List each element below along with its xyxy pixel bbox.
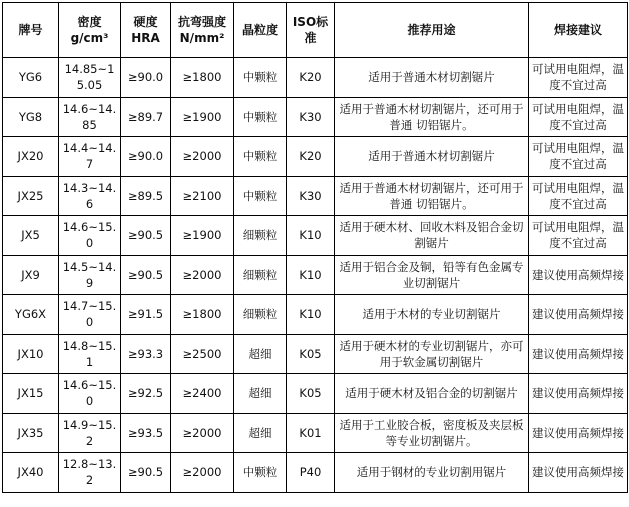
grade-cell: JX9	[3, 255, 59, 295]
grade-cell: JX10	[3, 334, 59, 374]
welding-cell: 可试用电阻焊，温度不宜过高	[529, 176, 628, 216]
grain-cell: 超细	[234, 334, 287, 374]
strength-cell: ≥2000	[171, 137, 234, 177]
grade-cell: JX25	[3, 176, 59, 216]
table-row	[3, 413, 628, 453]
density-cell: 14.4~14.7	[59, 137, 121, 177]
strength-cell: ≥2000	[171, 255, 234, 295]
iso-cell: K10	[287, 295, 335, 335]
grade-cell: JX40	[3, 453, 59, 493]
usage-cell: 适用于钢材的专业切割用锯片	[335, 453, 529, 493]
hardness-cell: ≥90.5	[121, 216, 171, 256]
header-grain-line1: 晶粒度	[241, 23, 278, 37]
density-cell: 14.6~14.85	[59, 97, 121, 137]
grain-cell: 细颗粒	[234, 216, 287, 256]
header-usage	[335, 3, 529, 58]
usage-cell: 适用于铝合金及铜，铅等有色金属专业切割锯片	[335, 255, 529, 295]
welding-cell: 可试用电阻焊，温度不宜过高	[529, 137, 628, 177]
iso-cell: K10	[287, 216, 335, 256]
welding-cell: 可试用电阻焊，温度不宜过高	[529, 216, 628, 256]
header-welding	[529, 3, 628, 58]
welding-cell: 建议使用高频焊接	[529, 453, 628, 493]
header-strength-line1: 抗弯强度	[177, 15, 226, 29]
carbide-grade-table	[2, 2, 628, 493]
iso-cell: K05	[287, 334, 335, 374]
header-grade-line1: 牌号	[18, 23, 43, 37]
grain-cell: 中颗粒	[234, 176, 287, 216]
hardness-cell: ≥93.5	[121, 413, 171, 453]
iso-cell: K05	[287, 374, 335, 414]
iso-cell: K20	[287, 137, 335, 177]
table-row	[3, 137, 628, 177]
iso-cell: K30	[287, 97, 335, 137]
hardness-cell: ≥92.5	[121, 374, 171, 414]
strength-cell: ≥1900	[171, 97, 234, 137]
grain-cell: 超细	[234, 413, 287, 453]
strength-cell: ≥2500	[171, 334, 234, 374]
table-row	[3, 255, 628, 295]
table-row	[3, 216, 628, 256]
welding-cell: 可试用电阻焊，温度不宜过高	[529, 97, 628, 137]
usage-cell: 适用于普通木材切割锯片	[335, 137, 529, 177]
hardness-cell: ≥91.5	[121, 295, 171, 335]
grain-cell: 细颗粒	[234, 255, 287, 295]
grain-cell: 中颗粒	[234, 97, 287, 137]
usage-cell: 适用于普通木材切割锯片，还可用于普通 切铝锯片。	[335, 176, 529, 216]
usage-cell: 适用于普通木材切割锯片，还可用于普通 切铝锯片。	[335, 97, 529, 137]
grade-cell: YG6X	[3, 295, 59, 335]
header-hardness	[121, 3, 171, 58]
table-row	[3, 374, 628, 414]
table-row	[3, 97, 628, 137]
table-row	[3, 334, 628, 374]
grade-cell: JX35	[3, 413, 59, 453]
table-row	[3, 295, 628, 335]
table-row	[3, 176, 628, 216]
welding-cell: 建议使用高频焊接	[529, 413, 628, 453]
hardness-cell: ≥90.5	[121, 255, 171, 295]
header-iso-line1: ISO标	[292, 15, 329, 29]
usage-cell: 适用于工业胶合板，密度板及夹层板等专业切割锯片。	[335, 413, 529, 453]
density-cell: 14.6~15.0	[59, 374, 121, 414]
grade-cell: JX5	[3, 216, 59, 256]
welding-cell: 建议使用高频焊接	[529, 295, 628, 335]
header-iso	[287, 3, 335, 58]
density-cell: 14.9~15.2	[59, 413, 121, 453]
usage-cell: 适用于硬木材、回收木料及铝合金切割锯片	[335, 216, 529, 256]
density-cell: 14.85~15.05	[59, 58, 121, 98]
grain-cell: 超细	[234, 374, 287, 414]
density-cell: 14.7~15.0	[59, 295, 121, 335]
header-strength	[171, 3, 234, 58]
iso-cell: K30	[287, 176, 335, 216]
grade-cell: JX20	[3, 137, 59, 177]
welding-cell: 可试用电阻焊，温度不宜过高	[529, 58, 628, 98]
grain-cell: 中颗粒	[234, 58, 287, 98]
table-row	[3, 453, 628, 493]
density-cell: 14.5~14.9	[59, 255, 121, 295]
header-grade	[3, 3, 59, 58]
grade-cell: JX15	[3, 374, 59, 414]
header-density-line2: g/cm³	[70, 31, 109, 45]
hardness-cell: ≥89.5	[121, 176, 171, 216]
density-cell: 12.8~13.2	[59, 453, 121, 493]
strength-cell: ≥1800	[171, 295, 234, 335]
header-usage-line1: 推荐用途	[407, 23, 456, 37]
iso-cell: P40	[287, 453, 335, 493]
usage-cell: 适用于硬木材的专业切割锯片，亦可用于软金属切割锯片	[335, 334, 529, 374]
iso-cell: K20	[287, 58, 335, 98]
strength-cell: ≥2000	[171, 453, 234, 493]
strength-cell: ≥1900	[171, 216, 234, 256]
hardness-cell: ≥90.0	[121, 58, 171, 98]
welding-cell: 建议使用高频焊接	[529, 334, 628, 374]
hardness-cell: ≥89.7	[121, 97, 171, 137]
table-header	[3, 3, 628, 58]
usage-cell: 适用于木材的专业切割锯片	[335, 295, 529, 335]
welding-cell: 建议使用高频焊接	[529, 374, 628, 414]
strength-cell: ≥1800	[171, 58, 234, 98]
hardness-cell: ≥90.0	[121, 137, 171, 177]
iso-cell: K01	[287, 413, 335, 453]
strength-cell: ≥2100	[171, 176, 234, 216]
grain-cell: 中颗粒	[234, 137, 287, 177]
table-row	[3, 58, 628, 98]
header-density-line1: 密度	[77, 15, 102, 29]
header-strength-line2: N/mm²	[179, 31, 225, 45]
header-row	[3, 3, 628, 58]
density-cell: 14.3~14.6	[59, 176, 121, 216]
grain-cell: 中颗粒	[234, 453, 287, 493]
header-welding-line1: 焊接建议	[553, 23, 602, 37]
iso-cell: K10	[287, 255, 335, 295]
welding-cell: 建议使用高频焊接	[529, 255, 628, 295]
header-hardness-line2: HRA	[131, 31, 160, 45]
grade-cell: YG8	[3, 97, 59, 137]
grain-cell: 细颗粒	[234, 295, 287, 335]
density-cell: 14.6~15.0	[59, 216, 121, 256]
strength-cell: ≥2000	[171, 413, 234, 453]
density-cell: 14.8~15.1	[59, 334, 121, 374]
header-hardness-line1: 硬度	[133, 15, 158, 29]
header-density	[59, 3, 121, 58]
grade-cell: YG6	[3, 58, 59, 98]
header-iso-line2: 准	[304, 31, 317, 45]
header-grain	[234, 3, 287, 58]
usage-cell: 适用于硬木材及铝合金的切割锯片	[335, 374, 529, 414]
strength-cell: ≥2400	[171, 374, 234, 414]
table-body	[3, 58, 628, 493]
hardness-cell: ≥93.3	[121, 334, 171, 374]
usage-cell: 适用于普通木材切割锯片	[335, 58, 529, 98]
hardness-cell: ≥90.5	[121, 453, 171, 493]
